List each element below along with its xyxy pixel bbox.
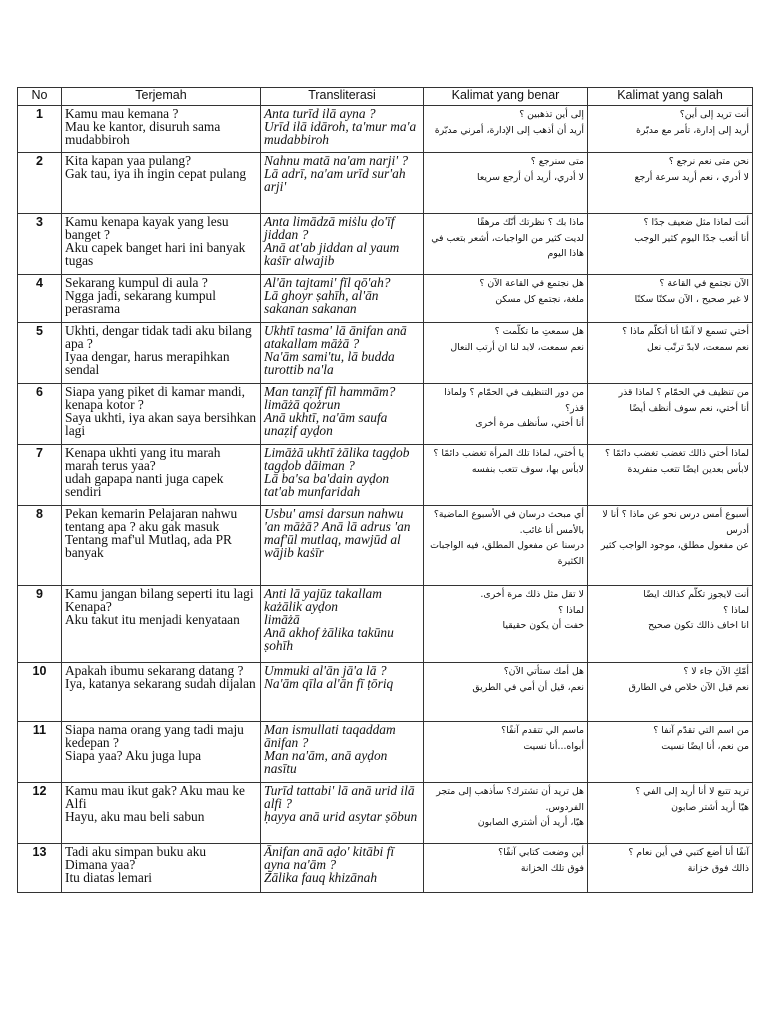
transliterasi-cell	[261, 384, 424, 445]
terjemah-cell	[62, 106, 261, 153]
kalimat-salah-line: أسبوع أمس درس نحو عن ماذا ؟ أنا لا أدرس	[599, 509, 749, 536]
transliterasi-cell	[261, 445, 424, 506]
transliterasi-line: Anta limādzā miṡlu ḍo'īf jiddan ?	[264, 214, 398, 242]
transliterasi-line: Anta turīd ilā ayna ?	[264, 106, 376, 121]
terjemah-line: Hayu, aku mau beli sabun	[65, 809, 205, 824]
table-row	[18, 586, 753, 663]
terjemah-line: Kita kapan yaa pulang?	[65, 153, 192, 168]
kalimat-salah-cell	[588, 783, 753, 844]
terjemah-cell	[62, 783, 261, 844]
transliterasi-cell	[261, 323, 424, 384]
header-no: No	[18, 88, 62, 106]
terjemah-line: udah gapapa nanti juga capek sendiri	[65, 471, 227, 499]
kalimat-benar-line: درسنا عن مفعول المطلق، فيه الواجبات الكثيرة	[427, 540, 584, 567]
terjemah-cell	[62, 323, 261, 384]
kalimat-salah-cell	[588, 586, 753, 663]
transliterasi-line: Anā at'ab jiddan al yaum kaṡīr alwajib	[264, 240, 403, 268]
kalimat-benar-cell	[424, 506, 588, 586]
kalimat-benar-cell	[424, 384, 588, 445]
terjemah-line: Kenapa ukhti yang itu marah marah terus yaa?	[65, 445, 224, 473]
kalimat-salah-line: نعم قيل الآن خلاص في الطارق	[628, 681, 749, 693]
kalimat-benar-line: فوق تلك الخزانة	[520, 862, 584, 874]
row-number: 12	[18, 783, 62, 844]
row-number: 5	[18, 323, 62, 384]
terjemah-line: Kamu jangan bilang seperti itu lagi	[65, 586, 254, 601]
kalimat-salah-line: هيّا أريد أشتر صابون	[671, 801, 749, 813]
kalimat-salah-line: الآن نجتمع في القاعة ؟	[659, 278, 749, 289]
kalimat-salah-line: من اسم التي تقدّم آنفا ؟	[653, 725, 749, 736]
transliterasi-cell	[261, 722, 424, 783]
transliterasi-line: limāżā	[264, 612, 300, 627]
kalimat-benar-cell	[424, 153, 588, 214]
transliterasi-line: Żālika fauq khizānah	[264, 870, 378, 885]
terjemah-line: Aku takut itu menjadi kenyataan	[65, 612, 240, 627]
kalimat-salah-line: لا غير صحيح ، الآن سكنًا سكنًا	[634, 293, 749, 305]
kalimat-salah-cell	[588, 275, 753, 323]
kalimat-salah-line: أنت تريد إلى أين؟	[679, 109, 749, 120]
row-number: 7	[18, 445, 62, 506]
transliterasi-line: Lā adrī, na'am urīd sur'ah arji'	[264, 166, 409, 194]
transliterasi-line: Anā akhof żālika takūnu ṣohīh	[264, 625, 398, 653]
transliterasi-line: Anā ukhtī, na'ām saufa unaẓif ayḍon	[264, 410, 391, 438]
terjemah-cell	[62, 153, 261, 214]
kalimat-benar-line: خفت أن يكون حقيقيا	[502, 620, 584, 631]
kalimat-salah-line: عن مفعول مطلق، موجود الواجب كثير	[600, 540, 749, 551]
kalimat-salah-line: من نعم، أنا ايضًا نسيت	[661, 740, 749, 752]
transliterasi-cell	[261, 106, 424, 153]
kalimat-salah-line: أنت لماذا مثل ضعيف جدًا ؟	[643, 217, 749, 228]
table-row	[18, 445, 753, 506]
terjemah-line: Tadi aku simpan buku aku	[65, 844, 207, 859]
kalimat-benar-cell	[424, 445, 588, 506]
terjemah-line: Iya, katanya sekarang sudah dijalan	[65, 676, 256, 691]
kalimat-salah-line: ذالك فوق خزانة	[687, 862, 749, 874]
transliterasi-cell	[261, 663, 424, 722]
transliterasi-line: Man na'ām, anā ayḍon nasītu	[264, 748, 391, 776]
table-row	[18, 106, 753, 153]
table-header-row	[18, 88, 753, 106]
kalimat-salah-line: لماذا أختي ذالك تغضب تغضب دائمًا ؟	[605, 448, 749, 459]
terjemah-cell	[62, 445, 261, 506]
terjemah-cell	[62, 844, 261, 893]
kalimat-benar-line: نعم سمعت، لابد لنا ان أرتب النعال	[450, 341, 584, 353]
terjemah-line: Itu diatas lemari	[65, 870, 153, 885]
kalimat-benar-line: أريد أن أذهب إلى الإدارة، أمرني مدبّرة	[434, 124, 584, 136]
kalimat-salah-cell	[588, 384, 753, 445]
kalimat-benar-line: لا أدري، أريد أن أرجع سريعا	[476, 171, 584, 183]
transliterasi-cell	[261, 214, 424, 275]
terjemah-line: Gak tau, iya ih ingin cepat pulang	[65, 166, 247, 181]
transliterasi-line: Ummuki al'ān jā'a lā ?	[264, 663, 387, 678]
terjemah-line: Apakah ibumu sekarang datang ?	[65, 663, 244, 678]
kalimat-salah-line: تريد تتبع لا أنا أريد إلى الفي ؟	[635, 786, 749, 797]
transliterasi-cell	[261, 844, 424, 893]
header-kalimat-benar: Kalimat yang benar	[424, 88, 588, 106]
kalimat-benar-line: أبواه...أنا نسيت	[523, 740, 584, 752]
kalimat-benar-cell	[424, 586, 588, 663]
kalimat-benar-cell	[424, 722, 588, 783]
kalimat-salah-cell	[588, 445, 753, 506]
transliterasi-cell	[261, 783, 424, 844]
kalimat-salah-line: أختي تسمع لا آنفًا أنا أتكلّم ماذا ؟	[622, 326, 749, 337]
terjemah-line: Mau ke kantor, disuruh sama mudabbiroh	[65, 119, 224, 147]
transliterasi-line: Lā ba'sa ba'dain ayḍon tat'ab munfaridah	[264, 471, 393, 499]
kalimat-benar-cell	[424, 323, 588, 384]
kalimat-benar-cell	[424, 275, 588, 323]
kalimat-benar-line: لماذا ؟	[558, 604, 584, 616]
kalimat-salah-line: آنفًا أنا أضع كتبي في أين نعام ؟	[628, 847, 749, 858]
vocabulary-table	[17, 87, 753, 893]
terjemah-line: Kamu mau kemana ?	[65, 106, 179, 121]
kalimat-benar-line: من دور التنظيف في الحمّام ؟ ولماذا قذر؟	[441, 387, 584, 414]
kalimat-salah-line: أنت لايجوز تكلّم كذالك ايضًا	[643, 589, 749, 600]
row-number: 2	[18, 153, 62, 214]
transliterasi-line: Man ismullati taqaddam ānifan ?	[264, 722, 400, 750]
terjemah-line: Ukhti, dengar tidak tadi aku bilang apa ?	[65, 323, 256, 351]
kalimat-benar-cell	[424, 106, 588, 153]
terjemah-cell	[62, 506, 261, 586]
transliterasi-cell	[261, 275, 424, 323]
kalimat-benar-cell	[424, 214, 588, 275]
terjemah-cell	[62, 586, 261, 663]
kalimat-salah-line: أمّكِ الآن جاء لا ؟	[683, 666, 749, 677]
kalimat-salah-line: نحن متى نعم نرجع ؟	[668, 156, 749, 167]
kalimat-salah-line: من تنظيف في الحمّام ؟ لماذا قذر	[618, 387, 749, 398]
kalimat-salah-line: لماذا ؟	[723, 604, 749, 616]
row-number: 3	[18, 214, 62, 275]
kalimat-salah-line: لا أدري ، نعم أريد سرعة أرجع	[634, 171, 749, 183]
transliterasi-line: Anti lā yajūz takallam każālik ayḍon	[264, 586, 386, 614]
transliterasi-line: Usbu' amsi darsun nahwu 'an māżā? Anā lā adrus 'an maf'ūl mutlaq, mawjūd al wājib kaṡīr	[264, 506, 414, 560]
kalimat-salah-cell	[588, 722, 753, 783]
kalimat-benar-line: بالأمس أنا غائب.	[519, 524, 584, 536]
kalimat-salah-cell	[588, 844, 753, 893]
row-number: 11	[18, 722, 62, 783]
kalimat-benar-line: هيّا، أريد أن أشتري الصابون	[477, 817, 584, 828]
transliterasi-line: Ānifan anā aḍo' kitābi fī ayna na'ām ?	[264, 844, 398, 872]
table-row	[18, 722, 753, 783]
kalimat-benar-cell	[424, 844, 588, 893]
kalimat-salah-cell	[588, 506, 753, 586]
header-transliterasi: Transliterasi	[261, 88, 424, 106]
kalimat-benar-line: أي مبحث درسان في الأسبوع الماضية؟	[433, 509, 584, 520]
terjemah-line: Sekarang kumpul di aula ?	[65, 275, 208, 290]
table-row	[18, 506, 753, 586]
kalimat-salah-line: لابأس بعدين ايضًا تتعب منفريدة	[627, 463, 749, 475]
kalimat-benar-line: أنا أختي، سأنظف مرة أخرى	[475, 418, 584, 429]
kalimat-salah-line: أنا أتعب جدًا اليوم كثير الوجب	[634, 232, 749, 244]
terjemah-line: Tentang maf'ul Mutlaq, ada PR banyak	[65, 532, 236, 560]
kalimat-salah-line: أريد إلى إدارة، تأمر مع مدبّرة	[636, 124, 749, 136]
transliterasi-line: Ukhtī tasma' lā ānifan anā atakallam māżā ?	[264, 323, 411, 351]
terjemah-line: Kenapa?	[65, 599, 112, 614]
table-row	[18, 384, 753, 445]
row-number: 6	[18, 384, 62, 445]
terjemah-line: Pekan kemarin Pelajaran nahwu tentang apa ? aku gak masuk	[65, 506, 241, 534]
transliterasi-cell	[261, 586, 424, 663]
kalimat-benar-line: لديت كثير من الواجبات، أشعر بتعب في هاذا اليوم	[428, 232, 584, 259]
transliterasi-line: Na'ām qīla al'ān fī ṭōriq	[264, 676, 394, 691]
kalimat-salah-line: أنا أختي، نعم سوف أنظف أيضًا	[629, 402, 749, 414]
terjemah-cell	[62, 275, 261, 323]
row-number: 8	[18, 506, 62, 586]
transliterasi-line: Na'ām sami'tu, lā budda turottib na'la	[264, 349, 399, 377]
kalimat-salah-line: انا اخاف ذالك تكون صحيح	[648, 620, 749, 631]
kalimat-benar-line: هل سمعتِ ما تكلّمت ؟	[494, 326, 584, 337]
kalimat-salah-cell	[588, 106, 753, 153]
kalimat-benar-line: ملغة، نجتمع كل مسكن	[495, 293, 584, 305]
kalimat-benar-cell	[424, 663, 588, 722]
terjemah-cell	[62, 722, 261, 783]
transliterasi-line: Man tanẓīf fīl hammām?limāżā qożrun	[264, 384, 396, 412]
transliterasi-cell	[261, 153, 424, 214]
kalimat-benar-line: لابأس بها، سوف تتعب بنفسه	[471, 463, 584, 475]
terjemah-cell	[62, 384, 261, 445]
transliterasi-line: Lā ghoyr ṣahīh, al'ān sakanan sakanan	[264, 288, 382, 316]
terjemah-cell	[62, 214, 261, 275]
kalimat-benar-line: لا تقل مثل ذلك مرة أخرى.	[480, 589, 584, 600]
kalimat-benar-line: إلى أين تذهبين ؟	[519, 109, 584, 120]
transliterasi-line: Urīd ilā idāroh, ta'mur ma'a mudabbiroh	[264, 119, 420, 147]
terjemah-line: Iyaa dengar, harus merapihkan sendal	[65, 349, 233, 377]
terjemah-line: Dimana yaa?	[65, 857, 136, 872]
table-row	[18, 214, 753, 275]
transliterasi-line: Turīd tattabi' lā anā urid ilā alfi ?	[264, 783, 418, 811]
transliterasi-cell	[261, 506, 424, 586]
terjemah-line: Kamu kenapa kayak yang lesu banget ?	[65, 214, 232, 242]
header-kalimat-salah: Kalimat yang salah	[588, 88, 753, 106]
header-terjemah: Terjemah	[62, 88, 261, 106]
table-row	[18, 844, 753, 893]
terjemah-line: Saya ukhti, iya akan saya bersihkan lagi	[65, 410, 260, 438]
terjemah-line: Siapa yang piket di kamar mandi, kenapa kotor ?	[65, 384, 249, 412]
transliterasi-line: Nahnu matā na'am narji' ?	[264, 153, 409, 168]
terjemah-cell	[62, 663, 261, 722]
terjemah-line: Siapa yaa? Aku juga lupa	[65, 748, 202, 763]
kalimat-benar-line: ماسم الي تتقدم آنفًا؟	[501, 725, 584, 736]
kalimat-benar-line: يا أختي، لماذا تلك المرأة تغضب دائمًا ؟	[433, 448, 584, 459]
kalimat-salah-cell	[588, 663, 753, 722]
kalimat-benar-line: هل نجتمع في القاعة الآن ؟	[479, 278, 584, 289]
row-number: 10	[18, 663, 62, 722]
table-row	[18, 153, 753, 214]
kalimat-salah-cell	[588, 214, 753, 275]
kalimat-benar-line: نعم، قيل أن أمي في الطريق	[472, 681, 584, 693]
row-number: 13	[18, 844, 62, 893]
kalimat-benar-line: متى سنرجع ؟	[530, 156, 584, 167]
table-row	[18, 275, 753, 323]
transliterasi-line: Al'ān tajtami' fīl qō'ah?	[264, 275, 391, 290]
row-number: 1	[18, 106, 62, 153]
terjemah-line: Siapa nama orang yang tadi maju kedepan ?	[65, 722, 248, 750]
terjemah-line: Kamu mau ikut gak? Aku mau ke Alfi	[65, 783, 248, 811]
table-row	[18, 323, 753, 384]
kalimat-salah-cell	[588, 153, 753, 214]
kalimat-benar-line: هل تريد أن تشترك؟ سأذهب إلى متجر الفردوس.	[433, 786, 584, 813]
transliterasi-line: ḥayya anā urid asytar ṣōbun	[264, 809, 418, 824]
row-number: 4	[18, 275, 62, 323]
kalimat-benar-line: هل أمك ستأتي الآن؟	[503, 666, 584, 677]
kalimat-benar-line: أين وضعت كتابي آنفًا؟	[498, 847, 584, 858]
kalimat-benar-line: ماذا بك ؟ نظرتك أنّك مرهقًا	[477, 217, 584, 228]
table-row	[18, 783, 753, 844]
terjemah-line: Ngga jadi, sekarang kumpul perasrama	[65, 288, 220, 316]
table-row	[18, 663, 753, 722]
kalimat-salah-cell	[588, 323, 753, 384]
kalimat-salah-line: نعم سمعت، لابدّ ترتّب نعل	[646, 341, 749, 353]
row-number: 9	[18, 586, 62, 663]
transliterasi-line: Limāżā ukhtī żālika tagḍob tagḍob dāiman ?	[264, 445, 413, 473]
kalimat-benar-cell	[424, 783, 588, 844]
terjemah-line: Aku capek banget hari ini banyak tugas	[65, 240, 249, 268]
